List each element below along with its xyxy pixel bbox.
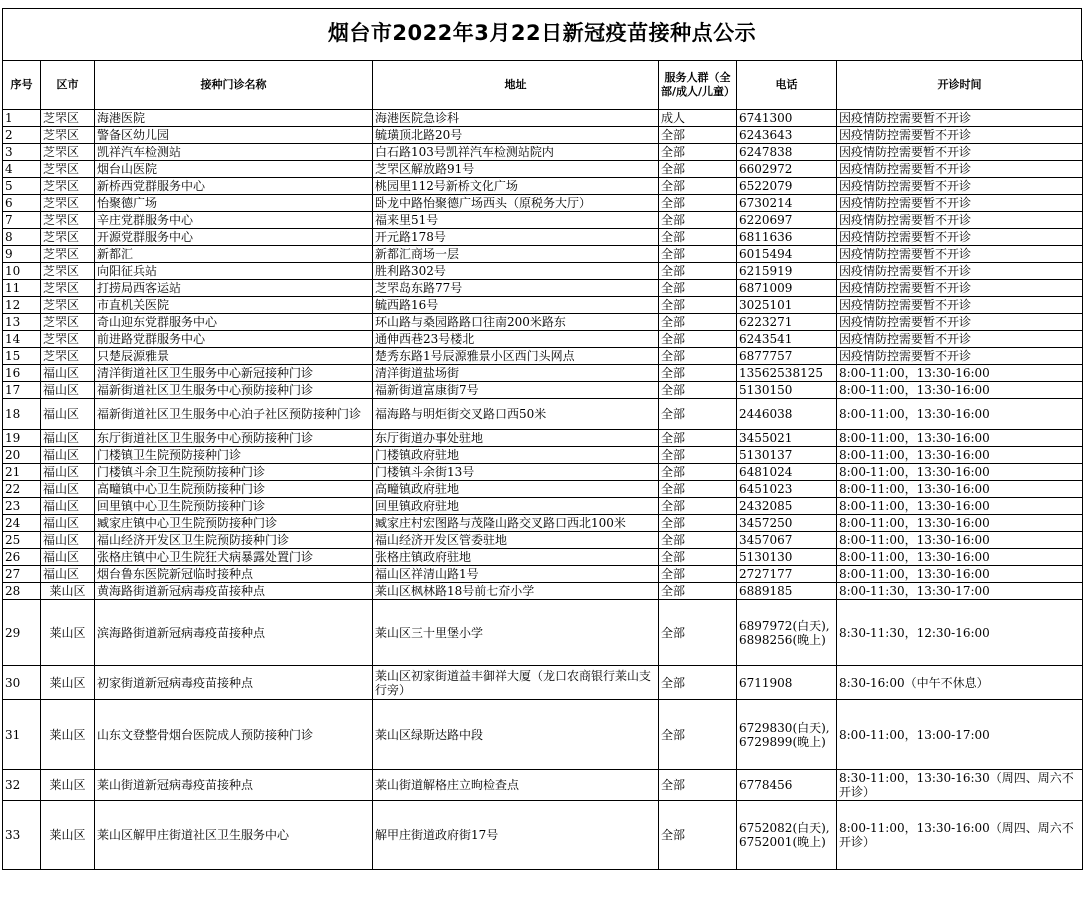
cell-no: 33 <box>3 801 41 870</box>
table-row <box>3 161 1083 178</box>
cell-no: 16 <box>3 365 41 382</box>
cell-phone: 3455021 <box>737 430 837 447</box>
header-hours: 开诊时间 <box>837 61 1083 110</box>
cell-hours: 8:00-11:00，13:30-16:00 <box>837 430 1083 447</box>
cell-address: 毓西路16号 <box>373 297 659 314</box>
cell-address: 胜利路302号 <box>373 263 659 280</box>
cell-no: 10 <box>3 263 41 280</box>
cell-address: 桃园里112号新桥文化广场 <box>373 178 659 195</box>
cell-phone: 6215919 <box>737 263 837 280</box>
cell-no: 9 <box>3 246 41 263</box>
cell-district: 芝罘区 <box>41 246 95 263</box>
cell-address: 福海路与明炬街交叉路口西50米 <box>373 399 659 430</box>
cell-district: 福山区 <box>41 549 95 566</box>
cell-name: 门楼镇斗余卫生院预防接种门诊 <box>95 464 373 481</box>
cell-phone: 6451023 <box>737 481 837 498</box>
header-address: 地址 <box>373 61 659 110</box>
cell-no: 29 <box>3 600 41 666</box>
table-row <box>3 447 1083 464</box>
cell-hours: 8:00-11:00，13:30-16:00 <box>837 481 1083 498</box>
cell-district: 芝罘区 <box>41 178 95 195</box>
cell-name: 黄海路街道新冠病毒疫苗接种点 <box>95 583 373 600</box>
sheet <box>2 8 1082 870</box>
table-row <box>3 195 1083 212</box>
cell-phone: 6889185 <box>737 583 837 600</box>
table-row <box>3 481 1083 498</box>
cell-no: 28 <box>3 583 41 600</box>
cell-name: 臧家庄镇中心卫生院预防接种门诊 <box>95 515 373 532</box>
cell-population: 全部 <box>659 532 737 549</box>
cell-hours: 8:00-11:00，13:30-16:00 <box>837 399 1083 430</box>
cell-phone: 5130130 <box>737 549 837 566</box>
cell-district: 芝罘区 <box>41 212 95 229</box>
cell-no: 32 <box>3 770 41 801</box>
cell-name: 回里镇中心卫生院预防接种门诊 <box>95 498 373 515</box>
cell-phone: 6871009 <box>737 280 837 297</box>
cell-population: 全部 <box>659 566 737 583</box>
table-row <box>3 583 1083 600</box>
cell-population: 全部 <box>659 600 737 666</box>
cell-hours: 因疫情防控需要暂不开诊 <box>837 263 1083 280</box>
cell-address: 解甲庄街道政府街17号 <box>373 801 659 870</box>
cell-no: 31 <box>3 700 41 770</box>
cell-population: 全部 <box>659 348 737 365</box>
header-row <box>3 61 1083 110</box>
cell-name: 初家街道新冠病毒疫苗接种点 <box>95 666 373 700</box>
cell-hours: 8:00-11:30，13:30-17:00 <box>837 583 1083 600</box>
cell-district: 福山区 <box>41 430 95 447</box>
cell-population: 全部 <box>659 498 737 515</box>
cell-name: 向阳征兵站 <box>95 263 373 280</box>
cell-phone: 6015494 <box>737 246 837 263</box>
header-phone: 电话 <box>737 61 837 110</box>
cell-name: 市直机关医院 <box>95 297 373 314</box>
cell-hours: 因疫情防控需要暂不开诊 <box>837 127 1083 144</box>
cell-phone: 6220697 <box>737 212 837 229</box>
cell-hours: 因疫情防控需要暂不开诊 <box>837 178 1083 195</box>
cell-phone: 6897972(白天), 6898256(晚上) <box>737 600 837 666</box>
cell-district: 芝罘区 <box>41 110 95 127</box>
cell-address: 新都汇商场一层 <box>373 246 659 263</box>
cell-district: 莱山区 <box>41 583 95 600</box>
table-row <box>3 246 1083 263</box>
cell-district: 莱山区 <box>41 770 95 801</box>
cell-name: 只楚辰源雅景 <box>95 348 373 365</box>
cell-hours: 8:30-11:30，12:30-16:00 <box>837 600 1083 666</box>
cell-name: 莱山区解甲庄街道社区卫生服务中心 <box>95 801 373 870</box>
table-row <box>3 348 1083 365</box>
table-row <box>3 399 1083 430</box>
table-row <box>3 127 1083 144</box>
cell-no: 11 <box>3 280 41 297</box>
cell-no: 13 <box>3 314 41 331</box>
table-row <box>3 365 1083 382</box>
cell-district: 福山区 <box>41 365 95 382</box>
cell-phone: 6778456 <box>737 770 837 801</box>
cell-no: 2 <box>3 127 41 144</box>
table-row <box>3 464 1083 481</box>
cell-no: 25 <box>3 532 41 549</box>
table-row <box>3 770 1083 801</box>
cell-population: 全部 <box>659 515 737 532</box>
cell-district: 芝罘区 <box>41 297 95 314</box>
cell-name: 警备区幼儿园 <box>95 127 373 144</box>
cell-no: 26 <box>3 549 41 566</box>
cell-population: 全部 <box>659 229 737 246</box>
cell-population: 全部 <box>659 382 737 399</box>
cell-population: 全部 <box>659 481 737 498</box>
table-row <box>3 263 1083 280</box>
cell-population: 全部 <box>659 212 737 229</box>
cell-phone: 6247838 <box>737 144 837 161</box>
cell-population: 全部 <box>659 331 737 348</box>
cell-district: 芝罘区 <box>41 348 95 365</box>
cell-district: 福山区 <box>41 481 95 498</box>
cell-hours: 8:00-11:00，13:30-16:00 <box>837 515 1083 532</box>
cell-address: 开元路178号 <box>373 229 659 246</box>
header-population: 服务人群（全部/成人/儿童） <box>659 61 737 110</box>
cell-phone: 6602972 <box>737 161 837 178</box>
cell-name: 烟台鲁东医院新冠临时接种点 <box>95 566 373 583</box>
cell-address: 臧家庄村宏图路与茂隆山路交叉路口西北100米 <box>373 515 659 532</box>
cell-name: 海港医院 <box>95 110 373 127</box>
table-row <box>3 229 1083 246</box>
cell-hours: 8:00-11:00，13:30-16:00（周四、周六不开诊） <box>837 801 1083 870</box>
cell-no: 4 <box>3 161 41 178</box>
cell-phone: 2432085 <box>737 498 837 515</box>
cell-phone: 6243643 <box>737 127 837 144</box>
cell-phone: 2446038 <box>737 399 837 430</box>
cell-phone: 6752082(白天), 6752001(晚上) <box>737 801 837 870</box>
cell-population: 全部 <box>659 549 737 566</box>
cell-hours: 因疫情防控需要暂不开诊 <box>837 314 1083 331</box>
cell-hours: 8:00-11:00，13:30-16:00 <box>837 447 1083 464</box>
cell-no: 8 <box>3 229 41 246</box>
cell-population: 全部 <box>659 263 737 280</box>
table-row <box>3 600 1083 666</box>
cell-district: 福山区 <box>41 515 95 532</box>
cell-address: 莱山区初家街道益丰御祥大厦（龙口农商银行莱山支行旁） <box>373 666 659 700</box>
cell-population: 全部 <box>659 297 737 314</box>
cell-district: 芝罘区 <box>41 314 95 331</box>
cell-hours: 因疫情防控需要暂不开诊 <box>837 195 1083 212</box>
cell-district: 福山区 <box>41 399 95 430</box>
cell-name: 怡聚德广场 <box>95 195 373 212</box>
cell-no: 14 <box>3 331 41 348</box>
cell-population: 全部 <box>659 144 737 161</box>
cell-name: 高疃镇中心卫生院预防接种门诊 <box>95 481 373 498</box>
table-row <box>3 515 1083 532</box>
cell-hours: 因疫情防控需要暂不开诊 <box>837 297 1083 314</box>
cell-no: 23 <box>3 498 41 515</box>
cell-phone: 6811636 <box>737 229 837 246</box>
table-row <box>3 801 1083 870</box>
cell-hours: 8:00-11:00，13:30-16:00 <box>837 566 1083 583</box>
table-row <box>3 280 1083 297</box>
cell-hours: 8:00-11:00，13:00-17:00 <box>837 700 1083 770</box>
cell-address: 莱山区绿斯达路中段 <box>373 700 659 770</box>
cell-phone: 6481024 <box>737 464 837 481</box>
cell-population: 全部 <box>659 464 737 481</box>
cell-hours: 因疫情防控需要暂不开诊 <box>837 229 1083 246</box>
cell-name: 张格庄镇中心卫生院狂犬病暴露处置门诊 <box>95 549 373 566</box>
cell-phone: 6730214 <box>737 195 837 212</box>
cell-address: 莱山区三十里堡小学 <box>373 600 659 666</box>
cell-population: 全部 <box>659 666 737 700</box>
table-row <box>3 144 1083 161</box>
cell-phone: 6522079 <box>737 178 837 195</box>
cell-name: 滨海路街道新冠病毒疫苗接种点 <box>95 600 373 666</box>
header-district: 区市 <box>41 61 95 110</box>
cell-district: 福山区 <box>41 447 95 464</box>
table-row <box>3 212 1083 229</box>
cell-district: 福山区 <box>41 566 95 583</box>
cell-hours: 因疫情防控需要暂不开诊 <box>837 144 1083 161</box>
cell-name: 凯祥汽车检测站 <box>95 144 373 161</box>
cell-address: 莱山街道解格庄立昫检查点 <box>373 770 659 801</box>
cell-hours: 因疫情防控需要暂不开诊 <box>837 348 1083 365</box>
cell-population: 全部 <box>659 801 737 870</box>
cell-no: 1 <box>3 110 41 127</box>
table-row <box>3 178 1083 195</box>
cell-no: 17 <box>3 382 41 399</box>
cell-address: 门楼镇政府驻地 <box>373 447 659 464</box>
cell-district: 福山区 <box>41 532 95 549</box>
cell-hours: 8:00-11:00，13:30-16:00 <box>837 549 1083 566</box>
cell-population: 全部 <box>659 195 737 212</box>
table-row <box>3 666 1083 700</box>
cell-no: 24 <box>3 515 41 532</box>
cell-name: 前进路党群服务中心 <box>95 331 373 348</box>
cell-phone: 5130137 <box>737 447 837 464</box>
cell-name: 福新街道社区卫生服务中心泊子社区预防接种门诊 <box>95 399 373 430</box>
cell-district: 芝罘区 <box>41 331 95 348</box>
cell-phone: 13562538125 <box>737 365 837 382</box>
cell-address: 卧龙中路怡聚德广场西头（原税务大厅） <box>373 195 659 212</box>
table-row <box>3 430 1083 447</box>
cell-district: 芝罘区 <box>41 263 95 280</box>
cell-no: 20 <box>3 447 41 464</box>
cell-address: 环山路与桑园路路口往南200米路东 <box>373 314 659 331</box>
cell-population: 全部 <box>659 127 737 144</box>
cell-population: 全部 <box>659 178 737 195</box>
cell-hours: 8:00-11:00，13:30-16:00 <box>837 532 1083 549</box>
cell-name: 福山经济开发区卫生院预防接种门诊 <box>95 532 373 549</box>
table-row <box>3 331 1083 348</box>
cell-hours: 因疫情防控需要暂不开诊 <box>837 331 1083 348</box>
cell-address: 张格庄镇政府驻地 <box>373 549 659 566</box>
cell-district: 芝罘区 <box>41 280 95 297</box>
cell-name: 东厅街道社区卫生服务中心预防接种门诊 <box>95 430 373 447</box>
cell-hours: 因疫情防控需要暂不开诊 <box>837 110 1083 127</box>
cell-district: 福山区 <box>41 498 95 515</box>
cell-address: 楚秀东路1号辰源雅景小区西门头网点 <box>373 348 659 365</box>
table-row <box>3 700 1083 770</box>
table-row <box>3 498 1083 515</box>
cell-district: 莱山区 <box>41 801 95 870</box>
cell-phone: 2727177 <box>737 566 837 583</box>
cell-population: 全部 <box>659 430 737 447</box>
cell-population: 全部 <box>659 399 737 430</box>
cell-address: 东厅街道办事处驻地 <box>373 430 659 447</box>
cell-phone: 6711908 <box>737 666 837 700</box>
cell-phone: 6729830(白天), 6729899(晚上) <box>737 700 837 770</box>
cell-no: 18 <box>3 399 41 430</box>
cell-district: 福山区 <box>41 464 95 481</box>
cell-hours: 因疫情防控需要暂不开诊 <box>837 246 1083 263</box>
cell-no: 30 <box>3 666 41 700</box>
cell-population: 全部 <box>659 365 737 382</box>
cell-population: 全部 <box>659 280 737 297</box>
cell-name: 打捞局西客运站 <box>95 280 373 297</box>
cell-district: 莱山区 <box>41 666 95 700</box>
cell-name: 福新街道社区卫生服务中心预防接种门诊 <box>95 382 373 399</box>
cell-address: 莱山区枫林路18号前七夼小学 <box>373 583 659 600</box>
cell-phone: 3457067 <box>737 532 837 549</box>
cell-hours: 8:00-11:00，13:30-16:00 <box>837 365 1083 382</box>
cell-district: 莱山区 <box>41 600 95 666</box>
cell-address: 通伸西巷23号楼北 <box>373 331 659 348</box>
cell-name: 开源党群服务中心 <box>95 229 373 246</box>
cell-address: 海港医院急诊科 <box>373 110 659 127</box>
table-row <box>3 382 1083 399</box>
cell-address: 芝罘区解放路91号 <box>373 161 659 178</box>
cell-no: 3 <box>3 144 41 161</box>
cell-population: 全部 <box>659 246 737 263</box>
table-row <box>3 549 1083 566</box>
cell-name: 辛庄党群服务中心 <box>95 212 373 229</box>
cell-no: 7 <box>3 212 41 229</box>
cell-hours: 8:00-11:00，13:30-16:00 <box>837 498 1083 515</box>
cell-no: 15 <box>3 348 41 365</box>
cell-hours: 因疫情防控需要暂不开诊 <box>837 212 1083 229</box>
cell-population: 全部 <box>659 447 737 464</box>
cell-address: 白石路103号凯祥汽车检测站院内 <box>373 144 659 161</box>
cell-address: 福新街道富康街7号 <box>373 382 659 399</box>
table-row <box>3 314 1083 331</box>
cell-hours: 8:00-11:00，13:30-16:00 <box>837 382 1083 399</box>
cell-address: 回里镇政府驻地 <box>373 498 659 515</box>
cell-hours: 8:30-16:00（中午不休息） <box>837 666 1083 700</box>
cell-no: 27 <box>3 566 41 583</box>
cell-hours: 因疫情防控需要暂不开诊 <box>837 161 1083 178</box>
page-title: 烟台市2022年3月22日新冠疫苗接种点公示 <box>2 8 1082 60</box>
cell-address: 门楼镇斗余街13号 <box>373 464 659 481</box>
cell-no: 6 <box>3 195 41 212</box>
cell-phone: 6877757 <box>737 348 837 365</box>
cell-population: 全部 <box>659 161 737 178</box>
header-no: 序号 <box>3 61 41 110</box>
cell-district: 芝罘区 <box>41 229 95 246</box>
cell-district: 莱山区 <box>41 700 95 770</box>
cell-no: 12 <box>3 297 41 314</box>
cell-name: 门楼镇卫生院预防接种门诊 <box>95 447 373 464</box>
cell-hours: 因疫情防控需要暂不开诊 <box>837 280 1083 297</box>
cell-name: 清洋街道社区卫生服务中心新冠接种门诊 <box>95 365 373 382</box>
cell-address: 福山区祥清山路1号 <box>373 566 659 583</box>
cell-name: 新桥西党群服务中心 <box>95 178 373 195</box>
table-row <box>3 110 1083 127</box>
cell-district: 芝罘区 <box>41 195 95 212</box>
cell-hours: 8:00-11:00，13:30-16:00 <box>837 464 1083 481</box>
table-body <box>3 110 1083 870</box>
cell-phone: 6243541 <box>737 331 837 348</box>
cell-address: 高疃镇政府驻地 <box>373 481 659 498</box>
cell-name: 奇山迎东党群服务中心 <box>95 314 373 331</box>
header-name: 接种门诊名称 <box>95 61 373 110</box>
vaccination-table <box>2 60 1083 870</box>
table-row <box>3 297 1083 314</box>
cell-address: 福来里51号 <box>373 212 659 229</box>
cell-name: 山东文登整骨烟台医院成人预防接种门诊 <box>95 700 373 770</box>
cell-no: 19 <box>3 430 41 447</box>
cell-name: 烟台山医院 <box>95 161 373 178</box>
table-row <box>3 566 1083 583</box>
cell-population: 全部 <box>659 314 737 331</box>
cell-population: 全部 <box>659 583 737 600</box>
cell-hours: 8:30-11:00，13:30-16:30（周四、周六不开诊） <box>837 770 1083 801</box>
cell-phone: 5130150 <box>737 382 837 399</box>
table-row <box>3 532 1083 549</box>
cell-phone: 6741300 <box>737 110 837 127</box>
cell-district: 芝罘区 <box>41 127 95 144</box>
cell-district: 福山区 <box>41 382 95 399</box>
cell-phone: 3457250 <box>737 515 837 532</box>
cell-no: 21 <box>3 464 41 481</box>
cell-address: 毓璜顶北路20号 <box>373 127 659 144</box>
cell-population: 全部 <box>659 770 737 801</box>
cell-name: 莱山街道新冠病毒疫苗接种点 <box>95 770 373 801</box>
cell-population: 全部 <box>659 700 737 770</box>
cell-phone: 6223271 <box>737 314 837 331</box>
cell-no: 22 <box>3 481 41 498</box>
cell-district: 芝罘区 <box>41 144 95 161</box>
cell-name: 新都汇 <box>95 246 373 263</box>
cell-district: 芝罘区 <box>41 161 95 178</box>
cell-phone: 3025101 <box>737 297 837 314</box>
cell-address: 芝罘岛东路77号 <box>373 280 659 297</box>
cell-address: 清洋街道盐场街 <box>373 365 659 382</box>
cell-population: 成人 <box>659 110 737 127</box>
cell-no: 5 <box>3 178 41 195</box>
cell-address: 福山经济开发区管委驻地 <box>373 532 659 549</box>
